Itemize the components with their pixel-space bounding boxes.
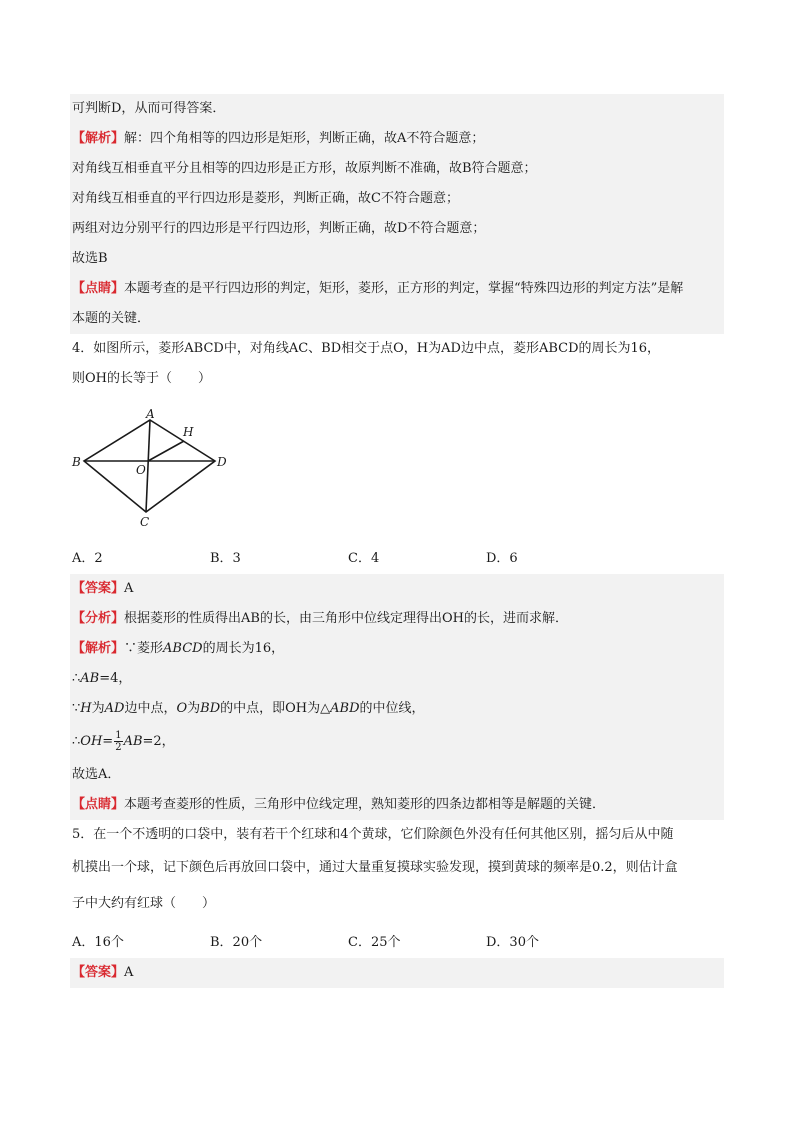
q3-jiexi-line-3: 对角线互相垂直的平行四边形是菱形，判断正确，故C不符合题意； bbox=[72, 191, 459, 206]
q4-option-c: C．4 bbox=[348, 551, 380, 566]
page-content bbox=[70, 94, 724, 988]
diagonal-ac bbox=[146, 420, 150, 512]
label-d: D bbox=[217, 455, 227, 469]
label-o: O bbox=[136, 463, 146, 477]
q4-jiexi-line-5: 故选A． bbox=[72, 767, 121, 782]
q4-jiexi-line-4: ∴OH= $\frac{1}{2}$ AB=2， bbox=[72, 730, 175, 753]
q3-jiexi-line-1: 【解析】解：四个角相等的四边形是矩形，判断正确，故A不符合题意； bbox=[72, 131, 485, 146]
q5-option-a: A．16个 bbox=[72, 935, 124, 950]
q5-option-d: D．30个 bbox=[486, 935, 539, 950]
q3-dianjing-line-1: 【点睛】本题考查的是平行四边形的判定，矩形，菱形，正方形的判定，掌握“特殊四边形的判定方法”是解 bbox=[72, 281, 684, 296]
fenxi-tag: 【分析】 bbox=[72, 611, 125, 626]
q4-jiexi-line-2: ∴AB=4， bbox=[72, 671, 132, 686]
label-b: B bbox=[72, 455, 81, 469]
q5-stem-line-2: 机摸出一个球，记下颜色后再放回口袋中，通过大量重复摸球实验发现，摸到黄球的频率是0.2，则估计盒 bbox=[72, 860, 678, 875]
dianjing-tag: 【点睛】 bbox=[72, 797, 125, 812]
jiexi-tag: 【解析】 bbox=[72, 641, 125, 656]
fraction-one-half: $\frac{1}{2}$ bbox=[115, 730, 122, 753]
q5-option-b: B．20个 bbox=[210, 935, 263, 950]
label-c: C bbox=[140, 515, 150, 529]
q4-options bbox=[70, 544, 724, 574]
q4-dianjing: 【点睛】本题考查菱形的性质，三角形中位线定理，熟知菱形的四条边都相等是解题的关键． bbox=[72, 797, 606, 812]
q4-option-b: B．3 bbox=[210, 551, 241, 566]
dianjing-tag: 【点睛】 bbox=[72, 281, 125, 296]
label-a: A bbox=[146, 407, 155, 421]
q4-solution-block bbox=[70, 574, 724, 820]
segment-oh bbox=[148, 441, 184, 461]
q5-option-c: C．25个 bbox=[348, 935, 401, 950]
label-h: H bbox=[183, 425, 194, 439]
q4-option-d: D．6 bbox=[486, 551, 518, 566]
rhombus-diagram bbox=[70, 404, 240, 544]
q4-answer: 【答案】A bbox=[72, 581, 134, 596]
q4-fenxi: 【分析】根据菱形的性质得出AB的长，由三角形中位线定理得出OH的长，进而求解． bbox=[72, 611, 568, 626]
q4-jiexi-line-1: 【解析】∵菱形ABCD的周长为16， bbox=[72, 641, 285, 656]
q4-rhombus-figure bbox=[70, 394, 724, 544]
q4-option-a: A．2 bbox=[72, 551, 103, 566]
q3-jiexi-line-4: 两组对边分别平行的四边形是平行四边形，判断正确，故D不符合题意； bbox=[72, 221, 486, 236]
q3-solution-block bbox=[70, 94, 724, 334]
answer-tag: 【答案】 bbox=[72, 581, 125, 596]
jiexi-tag: 【解析】 bbox=[72, 131, 125, 146]
answer-tag: 【答案】 bbox=[72, 965, 125, 980]
q5-answer: 【答案】A bbox=[72, 965, 134, 980]
q5-stem-line-3: 子中大约有红球（ ） bbox=[72, 896, 216, 911]
q3-jiexi-line-5: 故选B bbox=[72, 251, 108, 266]
q3-analysis-end: 可判断D，从而可得答案． bbox=[72, 101, 226, 116]
q4-stem-line-2: 则OH的长等于（ ） bbox=[72, 371, 211, 386]
q5-options bbox=[70, 928, 724, 958]
q3-jiexi-line-2: 对角线互相垂直平分且相等的四边形是正方形，故原判断不准确，故B符合题意； bbox=[72, 161, 537, 176]
q4-jiexi-line-3: ∵H为AD边中点，O为BD的中点，即OH为△ABD的中位线， bbox=[72, 701, 425, 716]
q5-stem-line-1: 5．在一个不透明的口袋中，装有若干个红球和4个黄球，它们除颜色外没有任何其他区别，摇匀后从中随 bbox=[72, 827, 674, 842]
q4-stem-line-1: 4．如图所示，菱形ABCD中，对角线AC、BD相交于点O，H为AD边中点，菱形ABCD的周长为16， bbox=[72, 341, 661, 356]
q5-solution-block bbox=[70, 958, 724, 988]
q3-dianjing-line-2: 本题的关键． bbox=[72, 311, 151, 326]
